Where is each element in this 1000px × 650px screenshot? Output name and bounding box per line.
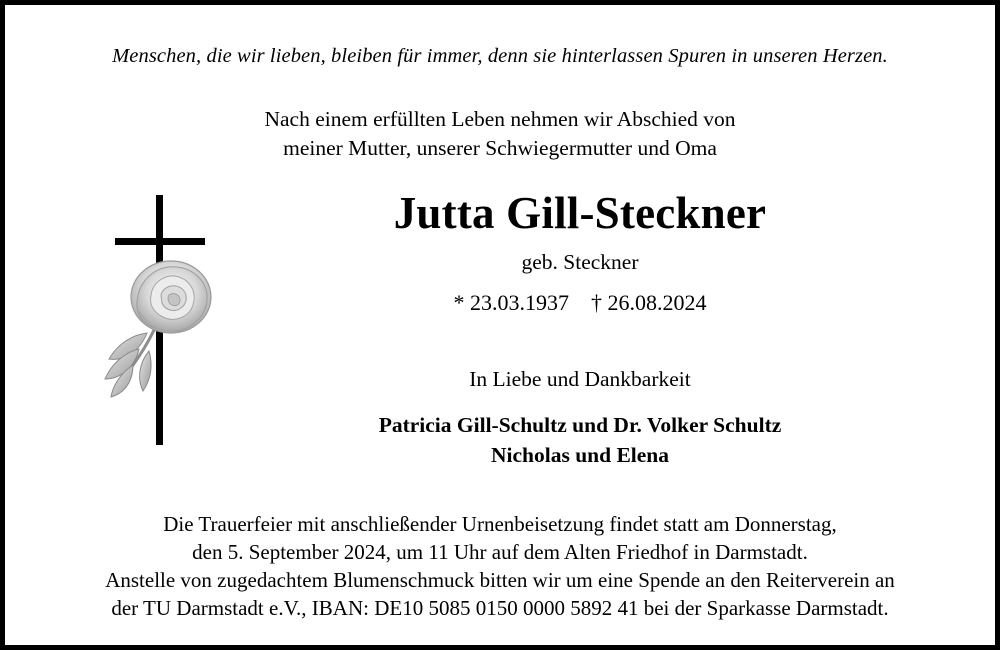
life-dates	[165, 290, 995, 316]
death-date: † 26.08.2024	[591, 290, 707, 315]
intro-line-2: meiner Mutter, unserer Schwiegermutter und Oma	[283, 136, 717, 160]
ceremony-line-1: Die Trauerfeier mit anschließender Urnenbeisetzung findet statt am Donnerstag,	[163, 512, 837, 536]
family-line-2: Nicholas und Elena	[490, 443, 670, 467]
ceremony-line-2: den 5. September 2024, um 11 Uhr auf dem Alten Friedhof in Darmstadt.	[192, 540, 808, 564]
ceremony-details	[5, 510, 995, 622]
intro-line-1: Nach einem erfüllten Leben nehmen wir Abschied von	[264, 107, 736, 131]
motto-text: Menschen, die wir lieben, bleiben für immer, denn sie hinterlassen Spuren in unseren Herzen.	[112, 45, 888, 67]
ceremony-line-3: Anstelle von zugedachtem Blumenschmuck bitten wir um eine Spende an den Reiterverein an	[105, 568, 895, 592]
gratitude-text: In Liebe und Dankbarkeit	[469, 367, 691, 391]
cross-horizontal-bar	[115, 238, 205, 245]
ceremony-line-4: der TU Darmstadt e.V., IBAN: DE10 5085 0150 0000 5892 41 bei der Sparkasse Darmstadt.	[111, 596, 889, 620]
intro-block	[5, 105, 995, 163]
deceased-name: Jutta Gill-Steckner	[393, 188, 767, 238]
maiden-name: geb. Steckner	[521, 250, 639, 274]
obituary-inner	[5, 5, 995, 645]
family-names	[165, 410, 995, 470]
family-line-1: Patricia Gill-Schultz und Dr. Volker Schultz	[378, 413, 782, 437]
birth-date: * 23.03.1937	[453, 290, 569, 315]
